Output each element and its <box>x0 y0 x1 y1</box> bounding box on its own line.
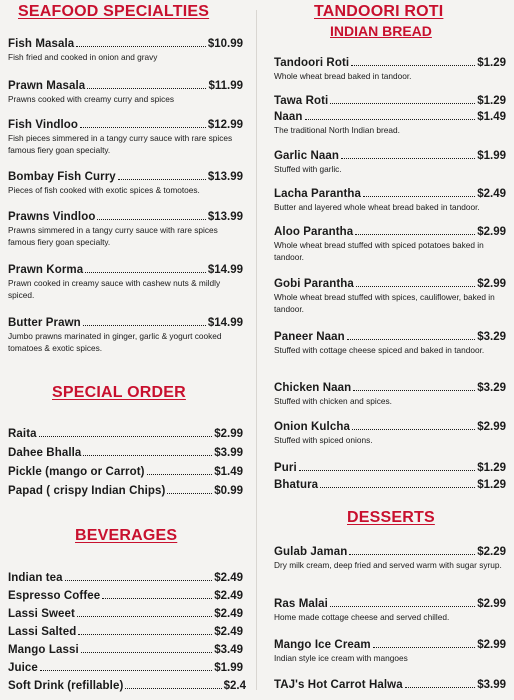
leader-dots <box>147 474 213 475</box>
menu-item <box>274 57 506 83</box>
item-name: Prawn Masala <box>8 80 86 92</box>
leader-dots <box>299 470 475 471</box>
item-desc: Prawns simmered in a tangy curry sauce with rare spices famous fiery goan specialty. <box>8 225 218 247</box>
menu-item <box>8 485 243 497</box>
item-name: Soft Drink (refillable) <box>8 680 124 692</box>
item-desc: Home made cottage cheese and served chilled. <box>274 612 450 622</box>
leader-dots <box>83 325 206 326</box>
item-price: $2.99 <box>477 421 506 433</box>
item-desc: Fish fried and cooked in onion and gravy <box>8 52 158 62</box>
item-price: $1.29 <box>477 57 506 69</box>
item-name: Naan <box>274 111 303 123</box>
menu-item <box>8 211 243 248</box>
item-name: Bombay Fish Curry <box>8 171 116 183</box>
menu-item <box>8 80 243 106</box>
menu-item <box>8 680 246 692</box>
item-price: $2.49 <box>214 572 243 584</box>
item-name: Juice <box>8 662 38 674</box>
item-desc: Fish pieces simmered in a tangy curry sauce with rare spices famous fiery goan specialty. <box>8 133 233 155</box>
item-price: $14.99 <box>207 317 243 329</box>
item-price: $2.49 <box>477 188 506 200</box>
item-price: $2.99 <box>477 598 506 610</box>
item-name: Lassi Salted <box>8 626 77 638</box>
item-desc: Stuffed with chicken and spices. <box>274 396 392 406</box>
leader-dots <box>125 688 221 689</box>
menu-item <box>274 95 506 107</box>
menu-item <box>274 462 506 474</box>
leader-dots <box>341 158 475 159</box>
item-name: Lacha Parantha <box>274 188 362 200</box>
item-desc: The traditional North Indian bread. <box>274 125 400 135</box>
item-name: Prawn Korma <box>8 264 84 276</box>
item-price: $3.29 <box>477 382 506 394</box>
item-price: $1.29 <box>477 462 506 474</box>
item-name: Fish Masala <box>8 38 75 50</box>
item-name: Aloo Parantha <box>274 226 354 238</box>
menu-item <box>8 662 243 674</box>
item-name: TAJ's Hot Carrot Halwa <box>274 679 403 691</box>
item-price: $1.99 <box>214 662 243 674</box>
menu-item <box>274 331 506 357</box>
menu-item <box>274 226 506 263</box>
menu-item <box>8 608 243 620</box>
item-name: Papad ( crispy Indian Chips) <box>8 485 166 497</box>
leader-dots <box>349 554 475 555</box>
item-name: Mango Ice Cream <box>274 639 371 651</box>
item-desc: Whole wheat bread baked in tandoor. <box>274 71 412 81</box>
menu-item <box>8 572 243 584</box>
menu-item <box>274 421 506 447</box>
item-name: Tandoori Roti <box>274 57 350 69</box>
menu-item <box>8 590 243 602</box>
item-price: $11.99 <box>208 80 243 92</box>
item-price: $10.99 <box>207 38 243 50</box>
item-name: Bhatura <box>274 479 319 491</box>
menu-item <box>8 447 243 459</box>
menu-item <box>8 626 243 638</box>
leader-dots <box>39 436 213 437</box>
item-price: $2.4 <box>223 680 246 692</box>
leader-dots <box>330 606 475 607</box>
item-name: Prawns Vindloo <box>8 211 96 223</box>
item-price: $12.99 <box>207 119 243 131</box>
leader-dots <box>353 390 475 391</box>
item-name: Garlic Naan <box>274 150 340 162</box>
menu-item <box>274 111 506 137</box>
leader-dots <box>347 339 475 340</box>
menu-item <box>8 119 243 156</box>
item-price: $3.99 <box>477 679 506 691</box>
menu-item <box>274 150 506 176</box>
item-desc: Jumbo prawns marinated in ginger, garlic & yogurt cooked tomatoes & exotic spices. <box>8 331 222 353</box>
leader-dots <box>355 234 475 235</box>
item-name: Tawa Roti <box>274 95 329 107</box>
menu-item <box>274 188 506 214</box>
leader-dots <box>81 652 212 653</box>
leader-dots <box>77 616 212 617</box>
leader-dots <box>356 286 475 287</box>
item-desc: Indian style ice cream with mangoes <box>274 653 408 663</box>
leader-dots <box>78 634 212 635</box>
leader-dots <box>76 46 206 47</box>
item-name: Ras Malai <box>274 598 328 610</box>
item-price: $2.29 <box>477 546 506 558</box>
item-desc: Whole wheat bread stuffed with spices, cauliflower, baked in tandoor. <box>274 292 495 314</box>
menu-item <box>274 382 506 408</box>
leader-dots <box>373 647 475 648</box>
item-price: $13.99 <box>207 171 243 183</box>
item-name: Indian tea <box>8 572 63 584</box>
leader-dots <box>87 88 206 89</box>
item-name: Lassi Sweet <box>8 608 75 620</box>
desserts-title: DESSERTS <box>347 509 435 526</box>
item-price: $2.49 <box>214 626 243 638</box>
menu-item <box>8 466 243 478</box>
item-desc: Whole wheat bread stuffed with spiced potatoes baked in tandoor. <box>274 240 484 262</box>
item-price: $3.49 <box>214 644 243 656</box>
item-desc: Stuffed with garlic. <box>274 164 342 174</box>
menu-item <box>274 278 506 315</box>
leader-dots <box>167 493 212 494</box>
leader-dots <box>85 272 206 273</box>
beverages-title: BEVERAGES <box>75 527 178 544</box>
leader-dots <box>65 580 213 581</box>
menu-item <box>8 317 243 354</box>
leader-dots <box>305 119 476 120</box>
menu-item <box>274 479 506 491</box>
item-price: $1.49 <box>477 111 506 123</box>
item-name: Gobi Parantha <box>274 278 354 290</box>
leader-dots <box>320 487 475 488</box>
leader-dots <box>102 598 212 599</box>
menu-item <box>274 679 506 691</box>
item-price: $2.99 <box>477 278 506 290</box>
item-price: $2.99 <box>477 639 506 651</box>
leader-dots <box>351 65 475 66</box>
leader-dots <box>97 219 205 220</box>
menu-item <box>8 38 243 64</box>
item-price: $3.99 <box>214 447 243 459</box>
item-price: $2.49 <box>214 608 243 620</box>
leader-dots <box>330 103 475 104</box>
item-price: $2.99 <box>477 226 506 238</box>
special-order-title: SPECIAL ORDER <box>52 384 186 401</box>
leader-dots <box>80 127 206 128</box>
menu-item <box>274 546 506 572</box>
menu-item <box>8 264 243 301</box>
menu-item <box>8 171 243 197</box>
item-desc: Butter and layered whole wheat bread baked in tandoor. <box>274 202 480 212</box>
item-desc: Dry milk cream, deep fried and served warm with sugar syrup. <box>274 560 502 570</box>
tandoori-title: TANDOORI ROTI <box>314 3 444 20</box>
item-name: Pickle (mango or Carrot) <box>8 466 145 478</box>
menu-item <box>8 428 243 440</box>
item-name: Paneer Naan <box>274 331 345 343</box>
item-name: Chicken Naan <box>274 382 352 394</box>
item-name: Espresso Coffee <box>8 590 101 602</box>
leader-dots <box>83 455 212 456</box>
item-price: $2.99 <box>214 428 243 440</box>
item-name: Dahee Bhalla <box>8 447 82 459</box>
menu-item <box>8 644 243 656</box>
item-desc: Stuffed with spiced onions. <box>274 435 373 445</box>
column-divider <box>256 10 257 690</box>
item-price: $2.49 <box>214 590 243 602</box>
item-price: $3.29 <box>477 331 506 343</box>
leader-dots <box>363 196 475 197</box>
item-desc: Stuffed with cottage cheese spiced and baked in tandoor. <box>274 345 485 355</box>
item-name: Puri <box>274 462 297 474</box>
leader-dots <box>40 670 212 671</box>
item-desc: Pieces of fish cooked with exotic spices & tomotoes. <box>8 185 200 195</box>
item-name: Onion Kulcha <box>274 421 350 433</box>
item-name: Fish Vindloo <box>8 119 78 131</box>
menu-item <box>274 598 506 624</box>
item-price: $1.99 <box>477 150 506 162</box>
seafood-title: SEAFOOD SPECIALTIES <box>18 3 210 20</box>
leader-dots <box>405 687 476 688</box>
item-desc: Prawn cooked in creamy sauce with cashew nuts & mildly spiced. <box>8 278 221 300</box>
item-price: $13.99 <box>207 211 243 223</box>
item-price: $1.49 <box>214 466 243 478</box>
leader-dots <box>118 179 206 180</box>
leader-dots <box>352 429 475 430</box>
item-price: $1.29 <box>477 95 506 107</box>
item-price: $14.99 <box>207 264 243 276</box>
menu-item <box>274 639 506 665</box>
item-name: Butter Prawn <box>8 317 81 329</box>
item-price: $0.99 <box>214 485 243 497</box>
item-price: $1.29 <box>477 479 506 491</box>
tandoori-subtitle: INDIAN BREAD <box>330 23 432 39</box>
item-name: Gulab Jaman <box>274 546 348 558</box>
item-desc: Prawns cooked with creamy curry and spices <box>8 94 175 104</box>
item-name: Mango Lassi <box>8 644 79 656</box>
item-name: Raita <box>8 428 37 440</box>
